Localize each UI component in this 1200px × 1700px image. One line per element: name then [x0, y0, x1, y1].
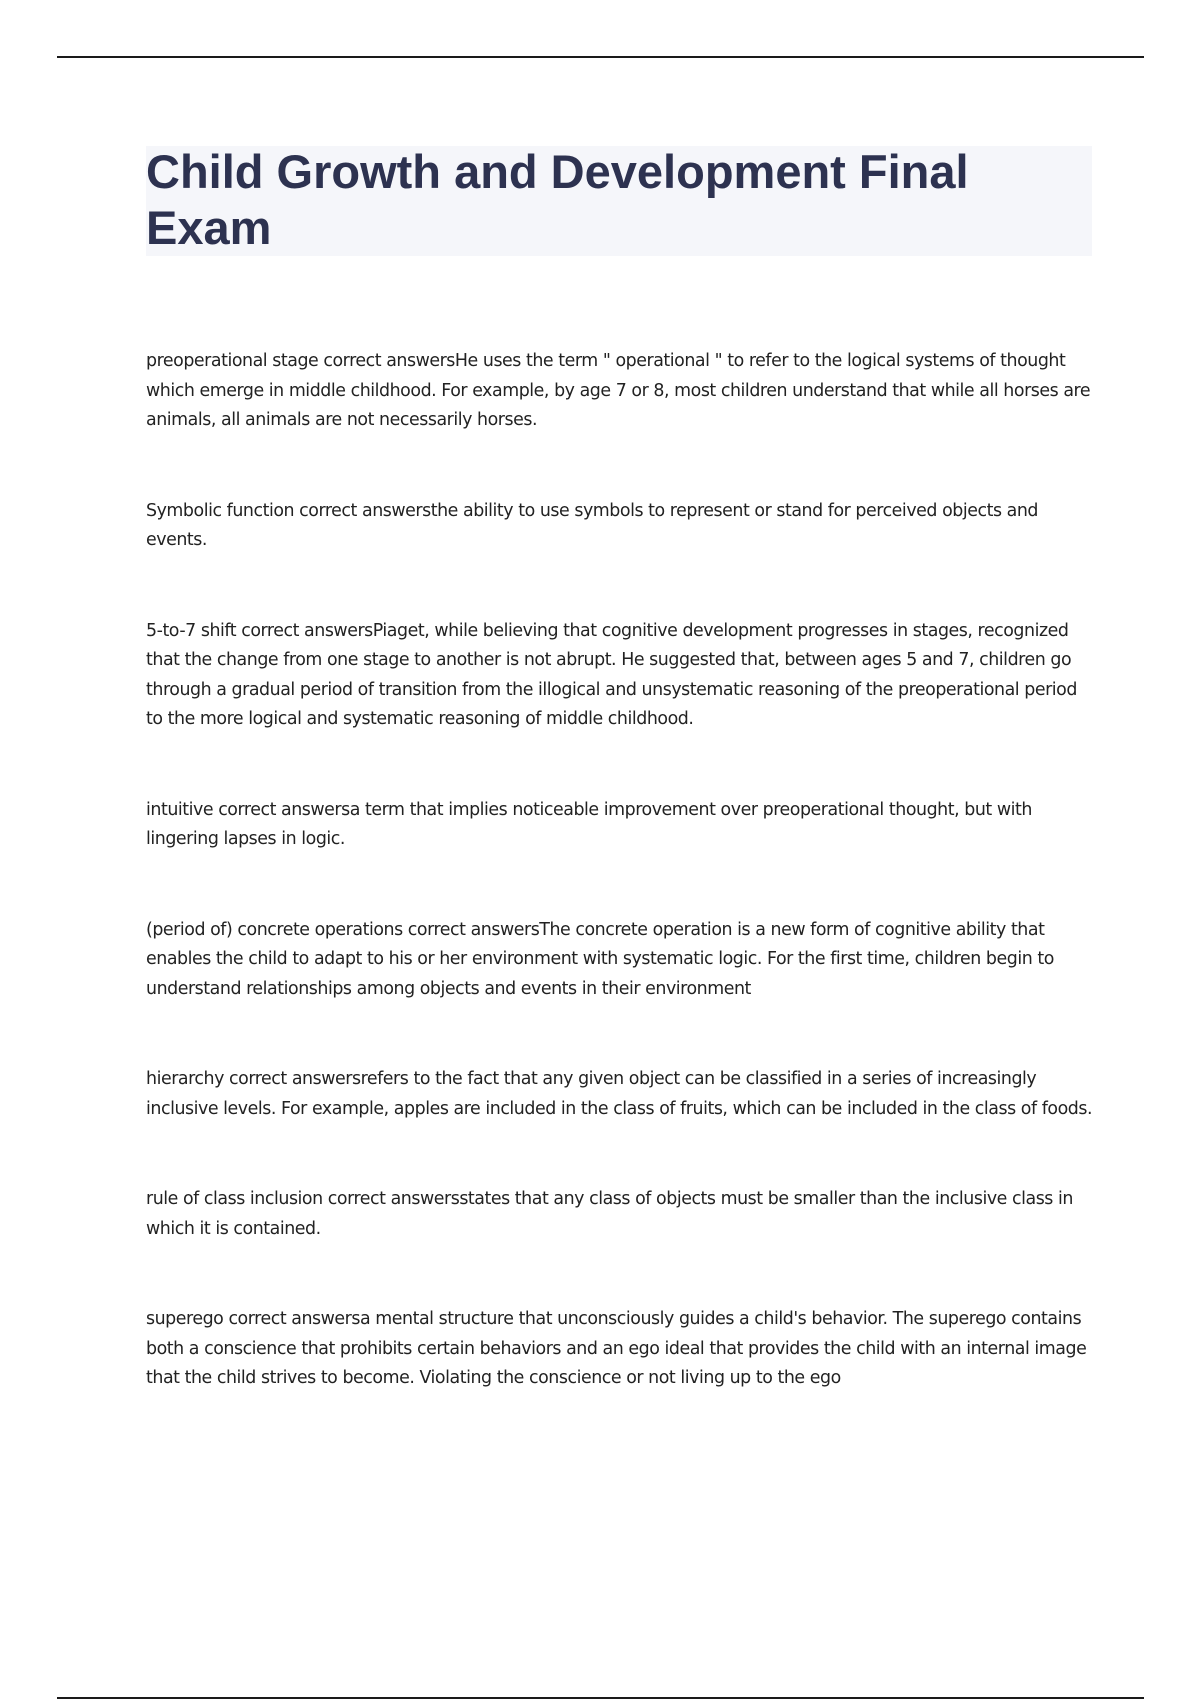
top-divider	[57, 56, 1144, 58]
entry-5-to-7-shift: 5-to-7 shift correct answersPiaget, while believing that cognitive development progresses in stages, recognized that the change from one stage to another is not abrupt. He suggested that, between ages 5 and 7, children go through a gradual period of transition from the illogical and unsystematic reasoning of the preoperational period to the more logical and systematic reasoning of middle childhood.	[146, 620, 1077, 729]
entry-superego: superego correct answersa mental structure that unconsciously guides a child's behavior. The superego contains both a conscience that prohibits certain behaviors and an ego ideal that provides the child with an internal image that the child strives to become. Violating the conscience or not living up to the ego	[146, 1309, 1087, 1388]
entry-rule-of-class-inclusion: rule of class inclusion correct answersstates that any class of objects must be smaller than the inclusive class in which it is contained.	[146, 1189, 1073, 1239]
entry-symbolic-function: Symbolic function correct answersthe ability to use symbols to represent or stand for perceived objects and events.	[146, 500, 1039, 550]
bottom-divider	[57, 1697, 1144, 1699]
entry-intuitive: intuitive correct answersa term that implies noticeable improvement over preoperational thought, but with lingering lapses in logic.	[146, 799, 1032, 849]
page-title: Child Growth and Development Final Exam	[146, 145, 969, 254]
entry-hierarchy: hierarchy correct answersrefers to the fact that any given object can be classified in a series of increasingly inclusive levels. For example, apples are included in the class of fruits, which can be included in the class of foods.	[146, 1069, 1093, 1119]
entry-concrete-operations: (period of) concrete operations correct answersThe concrete operation is a new form of cognitive ability that enables the child to adapt to his or her environment with systematic logic. For the first time, children begin to understand relationships among objects and events in their environment	[146, 919, 1054, 999]
entry-preoperational-stage: preoperational stage correct answersHe uses the term " operational " to refer to the logical systems of thought which emerge in middle childhood. For example, by age 7 or 8, most children understand that while all horses are animals, all animals are not necessarily horses.	[146, 351, 1091, 430]
entry-list	[146, 347, 1096, 1394]
